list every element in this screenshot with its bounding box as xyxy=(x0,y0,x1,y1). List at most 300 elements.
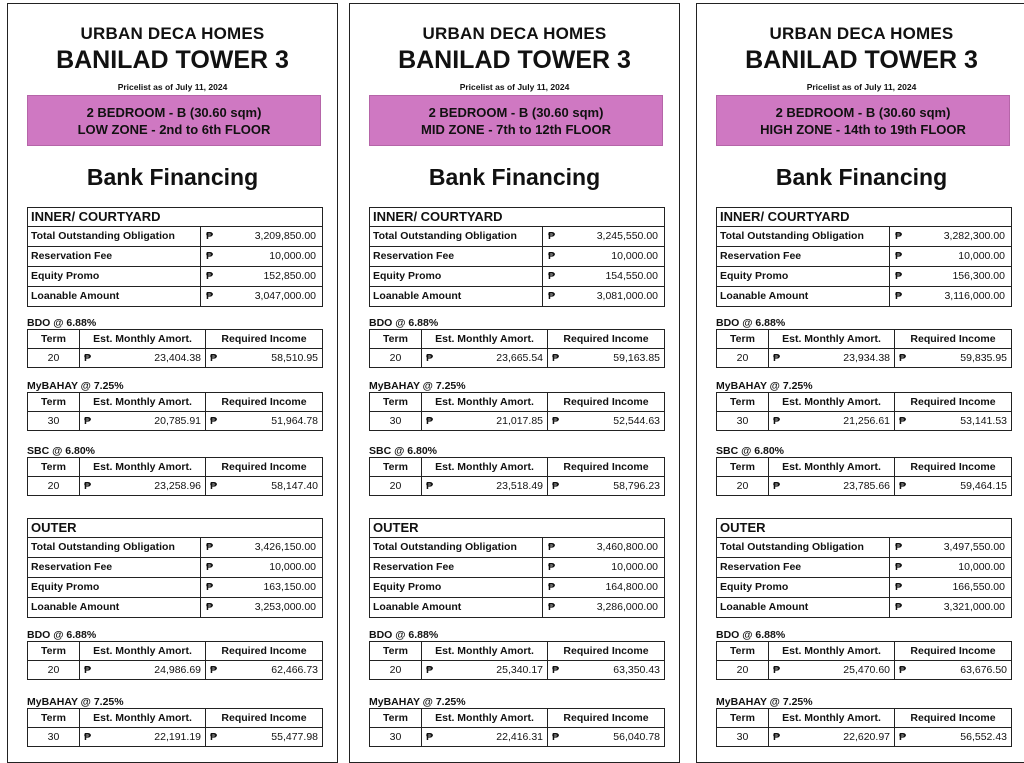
bdo-table xyxy=(27,329,323,368)
row-label: Loanable Amount xyxy=(370,598,543,617)
summary-row-eq xyxy=(370,267,664,287)
col-amort: Est. Monthly Amort. xyxy=(80,393,206,411)
peso-sign: ₱ xyxy=(206,270,214,282)
row-amount: 3,286,000.00 xyxy=(596,601,658,613)
row-amount: 3,081,000.00 xyxy=(596,290,658,302)
peso-sign: ₱ xyxy=(899,352,907,364)
bank-rate-label: BDO @ 6.88% xyxy=(716,317,786,329)
peso-sign: ₱ xyxy=(552,731,560,743)
term-value: 30 xyxy=(717,412,769,430)
term-value: 30 xyxy=(717,728,769,746)
income-value: 59,835.95 xyxy=(960,352,1007,364)
peso-sign: ₱ xyxy=(552,480,560,492)
summary-row-eq xyxy=(28,578,322,598)
amort-value: 23,665.54 xyxy=(496,352,543,364)
peso-sign: ₱ xyxy=(895,601,903,613)
row-label: Reservation Fee xyxy=(28,247,201,266)
peso-sign: ₱ xyxy=(899,664,907,676)
sbc-table xyxy=(369,457,665,496)
row-amount: 10,000.00 xyxy=(611,250,658,262)
row-amount: 3,253,000.00 xyxy=(254,601,316,613)
row-amount: 3,116,000.00 xyxy=(944,290,1005,302)
pricelist-sheet xyxy=(696,3,1024,763)
income-value: 56,552.43 xyxy=(960,731,1007,743)
col-term: Term xyxy=(717,393,769,411)
peso-sign: ₱ xyxy=(548,290,556,302)
bank-rate-label: SBC @ 6.80% xyxy=(369,445,438,457)
row-label: Loanable Amount xyxy=(28,598,201,617)
table-row xyxy=(370,349,664,367)
peso-sign: ₱ xyxy=(84,664,92,676)
row-amount: 166,550.00 xyxy=(952,581,1005,593)
summary-row-res xyxy=(370,558,664,578)
col-amort: Est. Monthly Amort. xyxy=(422,393,548,411)
peso-sign: ₱ xyxy=(84,415,92,427)
term-value: 20 xyxy=(717,661,769,679)
outer-summary-table xyxy=(369,518,665,618)
pricelist-date: Pricelist as of July 11, 2024 xyxy=(806,82,917,92)
col-income: Required Income xyxy=(910,396,996,408)
amort-value: 23,785.66 xyxy=(843,480,890,492)
term-value: 20 xyxy=(28,661,80,679)
bank-rate-label: BDO @ 6.88% xyxy=(369,629,439,641)
bank-rate-label: BDO @ 6.88% xyxy=(369,317,439,329)
bdo-table xyxy=(369,329,665,368)
peso-sign: ₱ xyxy=(210,664,218,676)
tower-name: BANILAD TOWER 3 xyxy=(398,46,631,74)
term-value: 20 xyxy=(370,349,422,367)
peso-sign: ₱ xyxy=(210,731,218,743)
zone-floors: HIGH ZONE - 14th to 19th FLOOR xyxy=(760,122,966,137)
income-value: 58,796.23 xyxy=(613,480,660,492)
peso-sign: ₱ xyxy=(899,415,907,427)
mybahay-table xyxy=(716,392,1012,431)
unit-zone-banner xyxy=(716,95,1010,146)
table-header xyxy=(28,709,322,728)
summary-row-loan xyxy=(28,287,322,306)
income-value: 63,350.43 xyxy=(613,664,660,676)
col-term: Term xyxy=(370,458,422,476)
peso-sign: ₱ xyxy=(895,290,903,302)
peso-sign: ₱ xyxy=(210,415,218,427)
amort-value: 24,986.69 xyxy=(154,664,201,676)
bank-rate-label: BDO @ 6.88% xyxy=(27,629,97,641)
term-value: 30 xyxy=(28,412,80,430)
peso-sign: ₱ xyxy=(895,581,903,593)
amort-value: 23,404.38 xyxy=(154,352,201,364)
amort-value: 23,258.96 xyxy=(154,480,201,492)
tower-name: BANILAD TOWER 3 xyxy=(56,46,289,74)
table-header xyxy=(370,642,664,661)
bank-rate-label: BDO @ 6.88% xyxy=(716,629,786,641)
col-income: Required Income xyxy=(221,645,307,657)
row-amount: 156,300.00 xyxy=(952,270,1005,282)
summary-row-tco xyxy=(370,538,664,558)
bdo-table xyxy=(27,641,323,680)
summary-row-eq xyxy=(370,578,664,598)
summary-row-eq xyxy=(28,267,322,287)
bank-rate-label: MyBAHAY @ 7.25% xyxy=(369,380,466,392)
table-header xyxy=(717,642,1011,661)
section-heading: OUTER xyxy=(370,519,664,538)
income-value: 56,040.78 xyxy=(613,731,660,743)
income-value: 52,544.63 xyxy=(613,415,660,427)
bank-rate-label: MyBAHAY @ 7.25% xyxy=(716,380,813,392)
table-row xyxy=(717,412,1011,430)
brand-name: URBAN DECA HOMES xyxy=(769,24,954,43)
peso-sign: ₱ xyxy=(548,250,556,262)
row-label: Equity Promo xyxy=(370,267,543,286)
bank-rate-label: BDO @ 6.88% xyxy=(27,317,97,329)
row-label: Total Outstanding Obligation xyxy=(717,538,890,557)
bdo-table xyxy=(716,641,1012,680)
col-term: Term xyxy=(28,393,80,411)
peso-sign: ₱ xyxy=(552,352,560,364)
amort-value: 20,785.91 xyxy=(154,415,201,427)
amort-value: 23,518.49 xyxy=(496,480,543,492)
mybahay-table xyxy=(27,392,323,431)
pricelist-sheet xyxy=(7,3,338,763)
col-amort: Est. Monthly Amort. xyxy=(769,393,895,411)
peso-sign: ₱ xyxy=(426,415,434,427)
peso-sign: ₱ xyxy=(206,290,214,302)
row-amount: 164,800.00 xyxy=(605,581,658,593)
amort-value: 21,017.85 xyxy=(496,415,543,427)
table-header xyxy=(28,330,322,349)
row-label: Equity Promo xyxy=(28,267,201,286)
col-income: Required Income xyxy=(221,712,307,724)
amort-value: 22,416.31 xyxy=(496,731,543,743)
amort-value: 23,934.38 xyxy=(843,352,890,364)
peso-sign: ₱ xyxy=(426,731,434,743)
income-value: 58,510.95 xyxy=(271,352,318,364)
section-heading: INNER/ COURTYARD xyxy=(28,208,322,227)
table-header xyxy=(370,330,664,349)
row-amount: 163,150.00 xyxy=(263,581,316,593)
row-label: Equity Promo xyxy=(717,578,890,597)
amort-value: 22,191.19 xyxy=(154,731,201,743)
row-label: Equity Promo xyxy=(28,578,201,597)
peso-sign: ₱ xyxy=(548,581,556,593)
summary-row-res xyxy=(28,247,322,267)
col-amort: Est. Monthly Amort. xyxy=(422,458,548,476)
financing-method: Bank Financing xyxy=(775,164,948,190)
income-value: 62,466.73 xyxy=(271,664,318,676)
col-term: Term xyxy=(370,330,422,348)
col-amort: Est. Monthly Amort. xyxy=(80,330,206,348)
col-income: Required Income xyxy=(563,645,649,657)
table-row xyxy=(717,349,1011,367)
term-value: 20 xyxy=(28,349,80,367)
row-label: Reservation Fee xyxy=(717,558,890,577)
table-row xyxy=(717,661,1011,679)
table-row xyxy=(370,477,664,495)
term-value: 20 xyxy=(28,477,80,495)
row-amount: 3,047,000.00 xyxy=(254,290,316,302)
row-amount: 3,245,550.00 xyxy=(596,230,658,242)
term-value: 20 xyxy=(370,477,422,495)
peso-sign: ₱ xyxy=(426,480,434,492)
peso-sign: ₱ xyxy=(210,480,218,492)
bank-rate-label: MyBAHAY @ 7.25% xyxy=(27,380,124,392)
income-value: 59,163.85 xyxy=(613,352,660,364)
brand-name: URBAN DECA HOMES xyxy=(422,24,607,43)
row-amount: 10,000.00 xyxy=(958,561,1005,573)
row-label: Reservation Fee xyxy=(28,558,201,577)
peso-sign: ₱ xyxy=(773,731,781,743)
table-row xyxy=(28,412,322,430)
peso-sign: ₱ xyxy=(206,581,214,593)
unit-type: 2 BEDROOM - B (30.60 sqm) xyxy=(86,105,262,120)
amort-value: 25,470.60 xyxy=(843,664,890,676)
unit-zone-banner xyxy=(369,95,663,146)
table-header xyxy=(717,330,1011,349)
table-header xyxy=(717,393,1011,412)
summary-row-res xyxy=(717,247,1011,267)
summary-row-res xyxy=(28,558,322,578)
table-row xyxy=(370,661,664,679)
col-income: Required Income xyxy=(910,333,996,345)
col-term: Term xyxy=(370,642,422,660)
row-amount: 10,000.00 xyxy=(269,250,316,262)
row-amount: 10,000.00 xyxy=(958,250,1005,262)
brand-name: URBAN DECA HOMES xyxy=(80,24,265,43)
col-amort: Est. Monthly Amort. xyxy=(422,709,548,727)
bank-rate-label: SBC @ 6.80% xyxy=(716,445,785,457)
term-value: 30 xyxy=(28,728,80,746)
pricelist-date: Pricelist as of July 11, 2024 xyxy=(459,82,570,92)
col-term: Term xyxy=(370,709,422,727)
bank-rate-label: MyBAHAY @ 7.25% xyxy=(716,696,813,708)
row-amount: 3,282,300.00 xyxy=(943,230,1005,242)
amort-value: 25,340.17 xyxy=(496,664,543,676)
row-amount: 3,209,850.00 xyxy=(254,230,316,242)
row-label: Loanable Amount xyxy=(717,598,890,617)
row-amount: 10,000.00 xyxy=(611,561,658,573)
income-value: 53,141.53 xyxy=(960,415,1007,427)
pricelist-date: Pricelist as of July 11, 2024 xyxy=(117,82,228,92)
table-row xyxy=(28,728,322,746)
row-label: Loanable Amount xyxy=(370,287,543,306)
col-income: Required Income xyxy=(563,333,649,345)
row-label: Loanable Amount xyxy=(28,287,201,306)
row-label: Equity Promo xyxy=(717,267,890,286)
col-amort: Est. Monthly Amort. xyxy=(422,642,548,660)
amort-value: 22,620.97 xyxy=(843,731,890,743)
outer-summary-table xyxy=(27,518,323,618)
col-income: Required Income xyxy=(910,461,996,473)
peso-sign: ₱ xyxy=(84,352,92,364)
income-value: 51,964.78 xyxy=(271,415,318,427)
table-row xyxy=(717,477,1011,495)
peso-sign: ₱ xyxy=(895,561,903,573)
row-amount: 3,321,000.00 xyxy=(943,601,1005,613)
section-heading: OUTER xyxy=(717,519,1011,538)
term-value: 20 xyxy=(370,661,422,679)
table-header xyxy=(717,458,1011,477)
zone-floors: MID ZONE - 7th to 12th FLOOR xyxy=(421,122,611,137)
summary-row-loan xyxy=(28,598,322,617)
bdo-table xyxy=(716,329,1012,368)
col-amort: Est. Monthly Amort. xyxy=(769,458,895,476)
summary-row-loan xyxy=(717,598,1011,617)
peso-sign: ₱ xyxy=(548,541,556,553)
inner-summary-table xyxy=(27,207,323,307)
mybahay-table xyxy=(369,392,665,431)
col-amort: Est. Monthly Amort. xyxy=(769,642,895,660)
peso-sign: ₱ xyxy=(895,230,903,242)
row-label: Total Outstanding Obligation xyxy=(28,227,201,246)
summary-row-tco xyxy=(370,227,664,247)
unit-type: 2 BEDROOM - B (30.60 sqm) xyxy=(775,105,951,120)
summary-row-loan xyxy=(370,598,664,617)
col-income: Required Income xyxy=(221,396,307,408)
bank-rate-label: SBC @ 6.80% xyxy=(27,445,96,457)
table-row xyxy=(717,728,1011,746)
inner-summary-table xyxy=(369,207,665,307)
amort-value: 21,256.61 xyxy=(843,415,890,427)
term-value: 30 xyxy=(370,728,422,746)
peso-sign: ₱ xyxy=(84,731,92,743)
sbc-table xyxy=(27,457,323,496)
unit-zone-banner xyxy=(27,95,321,146)
peso-sign: ₱ xyxy=(206,561,214,573)
col-income: Required Income xyxy=(910,712,996,724)
peso-sign: ₱ xyxy=(206,250,214,262)
peso-sign: ₱ xyxy=(206,601,214,613)
income-value: 63,676.50 xyxy=(960,664,1007,676)
col-term: Term xyxy=(28,330,80,348)
table-row xyxy=(28,661,322,679)
table-header xyxy=(717,709,1011,728)
row-amount: 3,426,150.00 xyxy=(254,541,316,553)
col-income: Required Income xyxy=(910,645,996,657)
outer-summary-table xyxy=(716,518,1012,618)
summary-row-tco xyxy=(717,538,1011,558)
income-value: 58,147.40 xyxy=(271,480,318,492)
row-label: Loanable Amount xyxy=(717,287,890,306)
peso-sign: ₱ xyxy=(548,230,556,242)
summary-row-res xyxy=(370,247,664,267)
section-heading: OUTER xyxy=(28,519,322,538)
peso-sign: ₱ xyxy=(773,480,781,492)
row-label: Reservation Fee xyxy=(370,247,543,266)
peso-sign: ₱ xyxy=(426,352,434,364)
col-amort: Est. Monthly Amort. xyxy=(769,330,895,348)
pricelist-sheet xyxy=(349,3,680,763)
summary-row-eq xyxy=(717,578,1011,598)
col-term: Term xyxy=(717,642,769,660)
unit-type: 2 BEDROOM - B (30.60 sqm) xyxy=(428,105,604,120)
table-row xyxy=(370,728,664,746)
peso-sign: ₱ xyxy=(548,561,556,573)
table-header xyxy=(28,458,322,477)
table-header xyxy=(370,393,664,412)
table-row xyxy=(370,412,664,430)
col-amort: Est. Monthly Amort. xyxy=(80,458,206,476)
summary-row-tco xyxy=(28,227,322,247)
bank-rate-label: MyBAHAY @ 7.25% xyxy=(27,696,124,708)
tower-name: BANILAD TOWER 3 xyxy=(745,46,978,74)
table-header xyxy=(28,642,322,661)
income-value: 55,477.98 xyxy=(271,731,318,743)
financing-method: Bank Financing xyxy=(86,164,259,190)
col-term: Term xyxy=(717,458,769,476)
sbc-table xyxy=(716,457,1012,496)
peso-sign: ₱ xyxy=(548,270,556,282)
table-row xyxy=(28,477,322,495)
summary-row-loan xyxy=(370,287,664,306)
col-term: Term xyxy=(717,330,769,348)
section-heading: INNER/ COURTYARD xyxy=(370,208,664,227)
col-income: Required Income xyxy=(563,712,649,724)
peso-sign: ₱ xyxy=(773,352,781,364)
peso-sign: ₱ xyxy=(895,250,903,262)
row-amount: 3,460,800.00 xyxy=(596,541,658,553)
col-income: Required Income xyxy=(563,396,649,408)
row-label: Total Outstanding Obligation xyxy=(370,538,543,557)
col-term: Term xyxy=(717,709,769,727)
peso-sign: ₱ xyxy=(899,480,907,492)
peso-sign: ₱ xyxy=(210,352,218,364)
table-header xyxy=(370,458,664,477)
table-header xyxy=(28,393,322,412)
mybahay-table xyxy=(27,708,323,747)
row-amount: 3,497,550.00 xyxy=(943,541,1005,553)
term-value: 20 xyxy=(717,349,769,367)
col-amort: Est. Monthly Amort. xyxy=(422,330,548,348)
table-row xyxy=(28,349,322,367)
peso-sign: ₱ xyxy=(895,270,903,282)
col-income: Required Income xyxy=(563,461,649,473)
col-term: Term xyxy=(28,642,80,660)
bank-rate-label: MyBAHAY @ 7.25% xyxy=(369,696,466,708)
peso-sign: ₱ xyxy=(84,480,92,492)
mybahay-table xyxy=(369,708,665,747)
peso-sign: ₱ xyxy=(552,664,560,676)
peso-sign: ₱ xyxy=(206,230,214,242)
term-value: 20 xyxy=(717,477,769,495)
financing-method: Bank Financing xyxy=(428,164,601,190)
summary-row-tco xyxy=(28,538,322,558)
col-term: Term xyxy=(370,393,422,411)
row-amount: 154,550.00 xyxy=(605,270,658,282)
bdo-table xyxy=(369,641,665,680)
summary-row-loan xyxy=(717,287,1011,306)
peso-sign: ₱ xyxy=(773,664,781,676)
row-label: Total Outstanding Obligation xyxy=(717,227,890,246)
section-heading: INNER/ COURTYARD xyxy=(717,208,1011,227)
peso-sign: ₱ xyxy=(899,731,907,743)
row-label: Total Outstanding Obligation xyxy=(28,538,201,557)
mybahay-table xyxy=(716,708,1012,747)
peso-sign: ₱ xyxy=(426,664,434,676)
peso-sign: ₱ xyxy=(895,541,903,553)
term-value: 30 xyxy=(370,412,422,430)
row-amount: 10,000.00 xyxy=(269,561,316,573)
row-amount: 152,850.00 xyxy=(263,270,316,282)
peso-sign: ₱ xyxy=(206,541,214,553)
col-amort: Est. Monthly Amort. xyxy=(80,709,206,727)
col-term: Term xyxy=(28,458,80,476)
col-amort: Est. Monthly Amort. xyxy=(769,709,895,727)
row-label: Total Outstanding Obligation xyxy=(370,227,543,246)
col-amort: Est. Monthly Amort. xyxy=(80,642,206,660)
zone-floors: LOW ZONE - 2nd to 6th FLOOR xyxy=(77,122,271,137)
summary-row-tco xyxy=(717,227,1011,247)
col-income: Required Income xyxy=(221,333,307,345)
summary-row-res xyxy=(717,558,1011,578)
